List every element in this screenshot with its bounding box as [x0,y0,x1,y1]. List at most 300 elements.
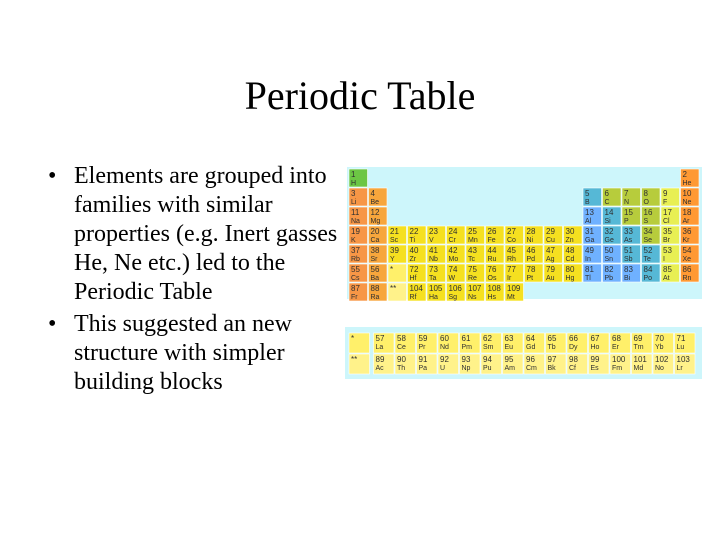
element-cell-Lu [675,333,696,353]
element-number: 64 [526,334,535,343]
element-symbol: Nb [429,256,438,263]
element-cell-Os [486,264,505,282]
element-number: 105 [429,284,443,293]
element-symbol: Rh [507,256,516,263]
element-cell-Cu [544,226,563,244]
element-symbol: Hf [409,275,417,282]
element-symbol: Rb [351,256,360,263]
element-cell-Bk [546,354,567,374]
element-number: 79 [546,265,555,274]
element-number: 16 [643,208,653,217]
element-cell-Ac [374,354,395,374]
element-symbol: Ga [585,237,595,244]
element-number: 81 [585,265,594,274]
element-cell-Tc [466,245,485,263]
element-number: 69 [633,334,643,343]
element-cell-Bi [622,264,641,282]
element-cell-Cm [524,354,545,374]
element-symbol: Mo [448,256,459,263]
element-cell-Y [388,245,407,263]
element-cell-Mo [447,245,466,263]
element-symbol: Mt [507,294,515,301]
element-cell-Ns [466,283,485,301]
element-symbol: Lu [676,344,685,351]
element-number: 83 [624,265,633,274]
element-cell-C [603,188,622,206]
element-number: 103 [676,355,690,364]
element-number: 73 [429,265,438,274]
element-number: 42 [448,246,458,255]
element-symbol: Ru [487,256,497,263]
element-number: 23 [429,227,438,236]
element-cell-Se [642,226,661,244]
element-symbol: Pt [526,275,534,282]
element-cell-La [374,333,395,353]
element-symbol: B [585,199,590,206]
element-cell-Ha [427,283,446,301]
element-cell-Br [661,226,680,244]
element-number: 51 [624,246,633,255]
element-cell-Pb [603,264,622,282]
element-cell-Ar [681,207,700,225]
element-cell-Sg [447,283,466,301]
element-cell-Po [642,264,661,282]
element-number: 90 [397,355,406,364]
element-symbol: K [351,237,356,244]
element-number: 22 [409,227,419,236]
element-cell-H [349,169,368,187]
element-cell-Es [589,354,610,374]
element-number: 76 [487,265,497,274]
element-cell-Pa [417,354,438,374]
element-symbol: No [655,365,664,372]
element-cell-Md [632,354,653,374]
element-cell-Ge [603,226,622,244]
element-cell-Nb [427,245,446,263]
element-symbol: Lr [676,365,683,372]
element-number: * [390,265,394,274]
element-cell-I [661,245,680,263]
element-cell-Pr [417,333,438,353]
element-symbol: S [643,218,649,225]
element-symbol: Ba [370,275,380,282]
element-number: 66 [569,334,578,343]
element-cell-B [583,188,602,206]
element-symbol: Au [546,275,555,282]
element-number: 25 [468,227,477,236]
element-cell-No [653,354,674,374]
element-cell-Am [503,354,524,374]
element-symbol: Be [370,199,380,206]
element-symbol: Bi [624,275,631,282]
element-cell-Hs [486,283,505,301]
element-cell-Sn [603,245,622,263]
element-number: 37 [351,246,360,255]
element-number: 13 [585,208,594,217]
element-symbol: Rf [409,294,417,301]
element-cell-Dy [567,333,588,353]
element-cell-At [661,264,680,282]
element-number: 48 [565,246,575,255]
element-number: 102 [655,355,669,364]
element-cell-Pm [460,333,481,353]
element-number: 89 [375,355,385,364]
element-number: 68 [612,334,621,343]
element-cell-Au [544,264,563,282]
element-cell-Xe [681,245,700,263]
element-number: 82 [604,265,614,274]
element-number: 21 [390,227,399,236]
element-symbol: Ta [429,275,437,282]
element-cell-S [642,207,661,225]
element-cell-Ra [369,283,388,301]
element-symbol: Re [468,275,477,282]
element-cell-Ni [525,226,544,244]
element-number: 43 [468,246,477,255]
bullet-text: This suggested an new structure with simpler building blocks [74,311,292,395]
element-number: 104 [409,284,423,293]
element-symbol: Th [397,365,406,372]
element-cell-Mg [369,207,388,225]
element-number: 38 [370,246,380,255]
element-number: 80 [565,265,575,274]
element-number: 36 [682,227,692,236]
bullet-text: Elements are grouped into families with similar properties (e.g. Inert gasses He, Ne etc.) led to the Periodic Table [74,163,338,305]
element-cell-W [447,264,466,282]
element-number: 3 [351,189,356,198]
bullet-list [48,162,348,400]
element-cell-Tl [583,264,602,282]
element-number: 106 [448,284,462,293]
element-cell-Fr [349,283,368,301]
element-symbol: Si [604,218,611,225]
element-cell-Fm [610,354,631,374]
element-number: 35 [663,227,672,236]
element-number: 45 [507,246,516,255]
element-symbol: Po [643,275,653,282]
element-number: * [351,334,355,343]
element-symbol: Bk [547,365,556,372]
element-number: 50 [604,246,614,255]
element-symbol: Pd [526,256,536,263]
element-cell-N [622,188,641,206]
element-symbol: Ar [682,218,690,225]
element-number: 70 [655,334,664,343]
element-number: 97 [547,355,557,364]
element-number: 56 [370,265,380,274]
element-number: 98 [569,355,578,364]
element-number: 30 [565,227,575,236]
element-cell-Zr [408,245,427,263]
element-symbol: Hg [565,275,575,282]
element-symbol: Pb [604,275,614,282]
element-number: 18 [682,208,692,217]
element-number: 17 [663,208,672,217]
element-cell-Na [349,207,368,225]
element-cell-Te [642,245,661,263]
element-symbol: Mn [468,237,478,244]
element-symbol: Pu [483,365,492,372]
element-number: 52 [643,246,653,255]
element-cell-Nd [438,333,459,353]
element-symbol: Xe [682,256,692,263]
element-cell-U [438,354,459,374]
element-cell-O [642,188,661,206]
element-symbol: Zn [565,237,574,244]
element-number: 53 [663,246,672,255]
element-number: 2 [682,170,687,179]
element-symbol: Ns [468,294,477,301]
element-symbol: Cr [448,237,456,244]
element-number: 92 [440,355,449,364]
element-symbol: Gd [526,344,536,351]
element-cell-As [622,226,641,244]
element-cell-Cs [349,264,368,282]
element-cell-Ca [369,226,388,244]
element-number: 58 [397,334,406,343]
element-symbol: Ge [604,237,614,244]
element-number: 107 [468,284,482,293]
element-symbol: Ne [682,199,692,206]
element-number: 20 [370,227,380,236]
element-symbol: Ho [590,344,600,351]
element-symbol: H [351,180,357,187]
element-number: 10 [682,189,692,198]
element-number: 109 [507,284,521,293]
periodic-table-image [345,167,702,379]
element-cell-Cd [564,245,583,263]
element-symbol: C [604,199,610,206]
element-symbol: Kr [682,237,690,244]
element-symbol: Cu [546,237,555,244]
element-symbol: Am [504,365,515,372]
element-cell-Cr [447,226,466,244]
element-number: 33 [624,227,633,236]
element-cell-Li [349,188,368,206]
element-symbol: Al [585,218,592,225]
element-cell-Ru [486,245,505,263]
element-cell-series [349,354,370,374]
element-cell-Hg [564,264,583,282]
element-cell-Rh [505,245,524,263]
element-symbol: Tc [468,256,475,263]
element-number: 46 [526,246,536,255]
element-number: 32 [604,227,614,236]
element-number: 54 [682,246,692,255]
element-symbol: Er [612,344,619,351]
element-number: 85 [663,265,672,274]
element-symbol: P [624,218,629,225]
element-symbol: W [448,275,456,282]
element-number: 5 [585,189,590,198]
element-cell-Pu [481,354,502,374]
element-number: ** [351,355,358,364]
element-symbol: Sc [390,237,399,244]
element-cell-Tm [632,333,653,353]
element-number: 62 [483,334,492,343]
element-number: 44 [487,246,497,255]
element-cell-series [388,283,407,301]
element-number: 71 [676,334,686,343]
element-number: 24 [448,227,458,236]
element-number: 95 [504,355,514,364]
element-symbol: In [585,256,591,263]
element-cell-Mn [466,226,485,244]
element-number: 19 [351,227,360,236]
element-number: 4 [370,189,375,198]
element-symbol: N [624,199,630,206]
element-number: 11 [351,208,360,217]
element-cell-Th [395,354,416,374]
element-number: 91 [418,355,428,364]
element-symbol: Rn [682,275,692,282]
element-cell-Ti [408,226,427,244]
periodic-table-graphic [345,167,702,379]
element-symbol: Os [487,275,497,282]
element-cell-Ba [369,264,388,282]
element-symbol: Tm [633,344,644,351]
element-number: 47 [546,246,555,255]
element-cell-Mt [505,283,524,301]
element-symbol: Ac [375,365,384,372]
element-number: 28 [526,227,536,236]
element-number: 14 [604,208,614,217]
element-number: 86 [682,265,692,274]
element-symbol: I [663,256,665,263]
element-number: 93 [461,355,471,364]
element-number: 78 [526,265,536,274]
element-number: 12 [370,208,380,217]
element-number: 65 [547,334,557,343]
element-number: 26 [487,227,497,236]
element-number: 88 [370,284,380,293]
element-cell-series [388,264,407,282]
element-symbol: Ti [409,237,416,244]
element-cell-V [427,226,446,244]
element-symbol: Yb [655,344,664,351]
element-symbol: V [429,237,434,244]
element-number: 8 [643,189,648,198]
element-number: 40 [409,246,419,255]
element-symbol: Cs [351,275,360,282]
element-cell-Yb [653,333,674,353]
element-number: 61 [461,334,471,343]
element-cell-Be [369,188,388,206]
element-cell-Tb [546,333,567,353]
element-number: 59 [418,334,428,343]
element-symbol: Pr [418,344,426,351]
element-number: 77 [507,265,516,274]
element-symbol: Ni [526,237,534,244]
element-cell-Ga [583,226,602,244]
element-cell-Co [505,226,524,244]
element-cell-K [349,226,368,244]
element-number: 67 [590,334,600,343]
element-cell-Cf [567,354,588,374]
element-cell-Ir [505,264,524,282]
element-symbol: Tl [585,275,591,282]
element-number: 9 [663,189,668,198]
slide-title-text: Periodic Table [244,73,476,118]
element-number: 55 [351,265,360,274]
element-symbol: Cl [663,218,670,225]
element-symbol: La [375,344,384,351]
element-symbol: As [624,237,633,244]
element-cell-Sr [369,245,388,263]
element-number: 34 [643,227,653,236]
element-cell-In [583,245,602,263]
element-cell-Al [583,207,602,225]
element-number: 6 [604,189,609,198]
element-number: 96 [526,355,535,364]
element-number: 74 [448,265,458,274]
element-number: 39 [390,246,399,255]
element-symbol: Fr [351,294,358,301]
element-symbol: Ce [397,344,406,351]
element-number: 100 [612,355,626,364]
element-symbol: Cm [526,365,537,372]
element-cell-Cl [661,207,680,225]
element-cell-Fe [486,226,505,244]
element-number: ** [390,284,397,293]
element-symbol: U [440,365,446,372]
element-cell-He [681,169,700,187]
element-number: 72 [409,265,419,274]
element-cell-F [661,188,680,206]
element-symbol: Ag [546,256,555,263]
element-number: 57 [375,334,385,343]
element-cell-Ce [395,333,416,353]
element-cell-Pd [525,245,544,263]
element-cell-Re [466,264,485,282]
element-number: 29 [546,227,555,236]
element-cell-Si [603,207,622,225]
element-symbol: Fm [612,365,623,372]
element-symbol: Eu [504,344,514,351]
element-symbol: Ra [370,294,380,301]
element-cell-Sc [388,226,407,244]
element-symbol: Md [633,365,644,372]
element-symbol: Li [351,199,357,206]
element-cell-Ta [427,264,446,282]
element-symbol: Fe [487,237,496,244]
element-symbol: Y [390,256,395,263]
element-number: 101 [633,355,647,364]
element-number: 15 [624,208,633,217]
element-number: 87 [351,284,360,293]
element-symbol: Br [663,237,670,244]
element-symbol: Mg [370,218,381,225]
element-symbol: Es [590,365,599,372]
element-number: 99 [590,355,600,364]
element-number: 63 [504,334,514,343]
element-symbol: Te [643,256,651,263]
element-number: 49 [585,246,594,255]
element-symbol: Co [507,237,516,244]
element-cell-Pt [525,264,544,282]
element-symbol: Pa [418,365,428,372]
element-symbol: Sr [370,256,378,263]
element-symbol: Dy [569,344,578,351]
element-number: 7 [624,189,629,198]
element-cell-P [622,207,641,225]
element-number: 94 [483,355,492,364]
element-cell-Ag [544,245,563,263]
element-number: 84 [643,265,653,274]
element-cell-Rn [681,264,700,282]
element-cell-Rf [408,283,427,301]
element-cell-Np [460,354,481,374]
